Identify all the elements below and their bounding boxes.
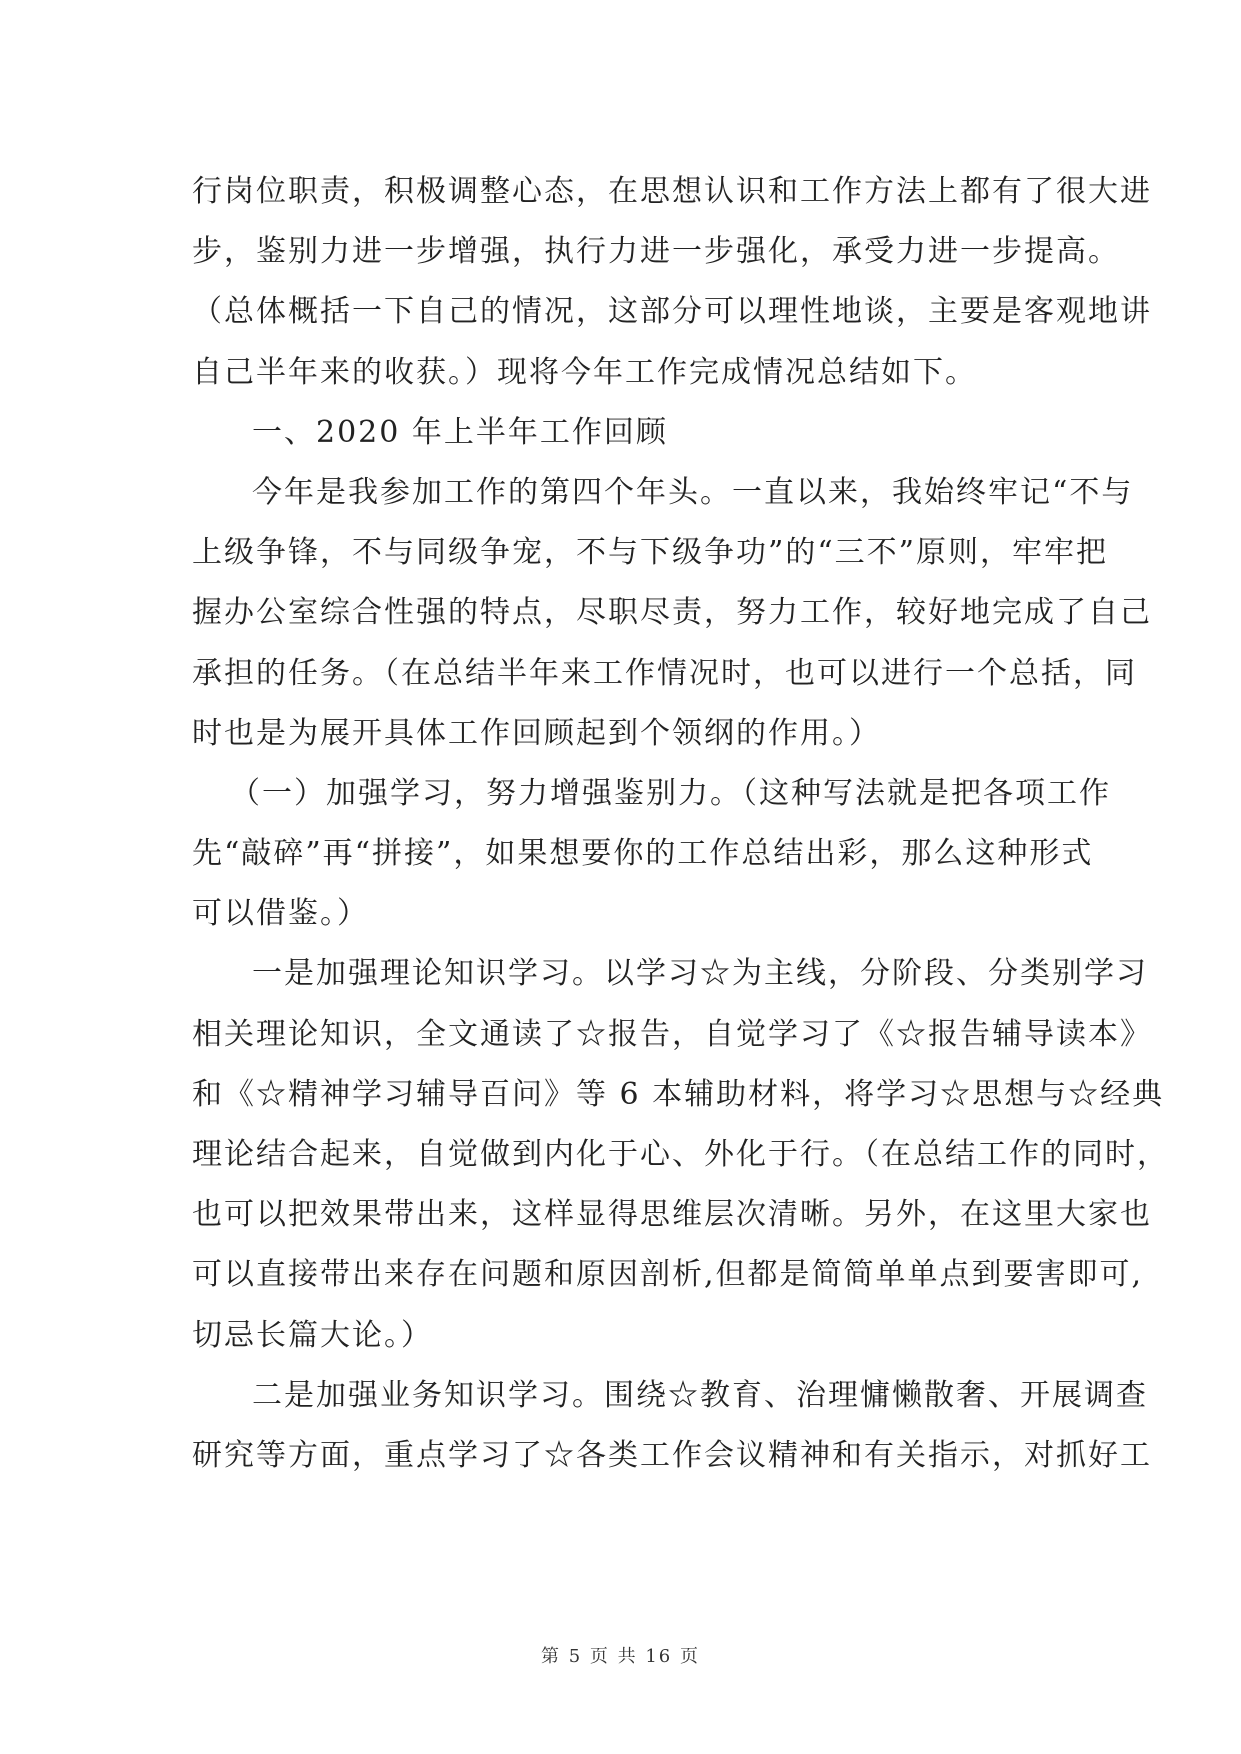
text-line: 切忌长篇大论。） (192, 1317, 433, 1353)
text-line: 可以借鉴。） (192, 896, 369, 932)
document-body (192, 162, 1169, 1486)
text-line: 一是加强理论知识学习。以学习☆为主线，分阶段、分类别学习 (252, 956, 1148, 992)
text-line: 步，鉴别力进一步增强，执行力进一步强化，承受力进一步提高。 (192, 234, 1120, 270)
text-line: 和《☆精神学习辅导百问》等 6 本辅助材料，将学习☆思想与☆经典 (192, 1076, 1165, 1112)
text-line: 先“敲碎”再“拼接”，如果想要你的工作总结出彩，那么这种形式 (192, 836, 1094, 872)
text-line: 二是加强业务知识学习。围绕☆教育、治理慵懒散奢、开展调查 (252, 1377, 1148, 1413)
text-line: 上级争锋，不与同级争宠，不与下级争功”的“三不”原则，牢牢把 (192, 535, 1109, 571)
subsection-heading: （一）加强学习，努力增强鉴别力。（这种写法就是把各项工作 (230, 775, 1111, 811)
text-line: 自己半年来的收获。）现将今年工作完成情况总结如下。 (192, 354, 977, 390)
text-line: 今年是我参加工作的第四个年头。一直以来，我始终牢记“不与 (252, 474, 1134, 510)
text-line: 时也是为展开具体工作回顾起到个领纲的作用。） (192, 715, 881, 751)
text-line: 承担的任务。（在总结半年来工作情况时，也可以进行一个总括，同 (192, 655, 1137, 691)
text-line: 研究等方面，重点学习了☆各类工作会议精神和有关指示，对抓好工 (192, 1437, 1152, 1473)
section-heading: 一、2020 年上半年工作回顾 (252, 414, 668, 450)
text-line: 行岗位职责，积极调整心态，在思想认识和工作方法上都有了很大进 (192, 174, 1152, 209)
text-line: 握办公室综合性强的特点，尽职尽责，努力工作，较好地完成了自己 (192, 595, 1152, 631)
text-line: 理论结合起来，自觉做到内化于心、外化于行。（在总结工作的同时， (192, 1137, 1169, 1172)
text-line: 也可以把效果带出来，这样显得思维层次清晰。另外，在这里大家也 (192, 1197, 1152, 1233)
page-number-footer: 第 5 页 共 16 页 (541, 1646, 700, 1667)
text-line: 相关理论知识，全文通读了☆报告，自觉学习了《☆报告辅导读本》 (192, 1016, 1152, 1052)
text-line: （总体概括一下自己的情况，这部分可以理性地谈，主要是客观地讲 (192, 294, 1152, 330)
text-line: 可以直接带出来存在问题和原因剖析,但都是简简单单点到要害即可, (192, 1257, 1144, 1293)
